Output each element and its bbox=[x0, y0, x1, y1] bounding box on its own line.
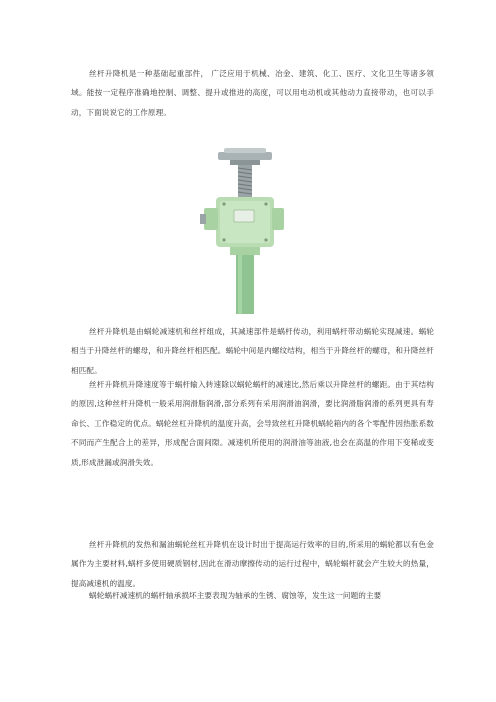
paragraph-structure: 丝杆升降机是由蜗轮减速机和丝杆组成，其减速部件是蜗杆传动，利用蜗杆带动蜗轮实现减速。蜗轮相当于升降丝杆的螺母，和升降丝杆相匹配。蜗轮中间是内螺纹结构，相当于升降丝杆的螺母，和升降丝杆相匹配。 bbox=[71, 327, 434, 375]
paragraph-intro: 丝杆升降机是一种基础起重部件， 广泛应用于机械、冶金、建筑、化工、医疗、文化卫生等诸多领域。能按一定程序准确地控制、调整、提升或推进的高度，可以用电动机或其他动力直接带动，也可以手动，下面说说它的工作原理。 bbox=[71, 69, 434, 117]
screw-jack-photo bbox=[200, 148, 290, 314]
paragraph-speed: 丝杆升降机升降速度等于蜗杆输入转速除以蜗轮蜗杆的减速比,然后乘以升降丝杆的螺距。由于其结构的原因,这种丝杆升降机一般采用润滑脂润滑,部分系列有采用润滑油润滑，要比润滑脂润滑的系列更具有寿命长、工作稳定的优点。蜗轮丝杠升降机的温度升高，会导致丝杠升降机蜗轮箱内的各个零配件因热胀系数不同而产生配合上的差异，形成配合面间隙。减速机所使用的润滑油等油液,也会在高温的作用下变稀或变质,形成泄漏或润滑失效。 bbox=[71, 380, 434, 467]
paragraph-heat: 丝杆升降机的发热和漏油蜗轮丝杠升降机在设计时出于提高运行效率的目的,所采用的蜗轮都以有色金属作为主要材料,蜗杆多使用硬质钢材,因此在滑动摩擦传动的运行过程中，蜗轮蜗杆就会产生较大的热量，提高减速机的温度。 bbox=[71, 540, 434, 588]
paragraph-bearing: 蜗轮蜗杆减速机的蜗杆轴承损坏主要表现为轴承的生锈、腐蚀等，发生这一问题的主要 bbox=[89, 591, 382, 600]
